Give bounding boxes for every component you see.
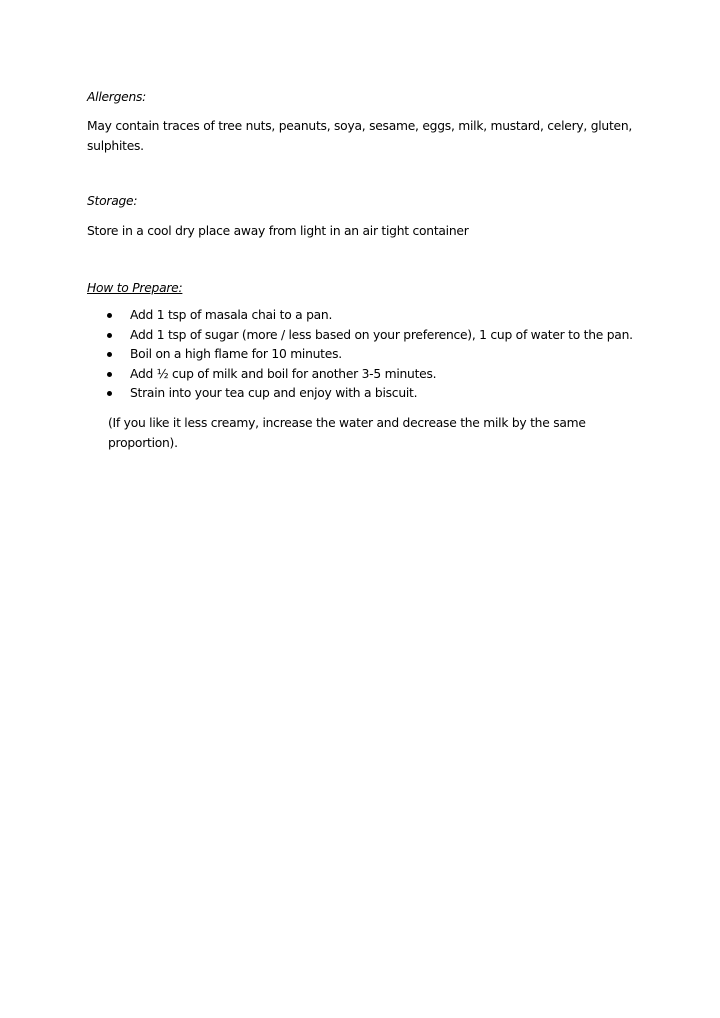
bullet-icon [107, 391, 112, 396]
preparation-note: (If you like it less creamy, increase the water and decrease the milk by the same proportion). [108, 416, 586, 450]
bullet-icon [107, 352, 112, 357]
bullet-icon [107, 372, 112, 377]
list-item [87, 326, 647, 346]
list-item [87, 345, 647, 365]
how-to-prepare-heading: How to Prepare: [87, 281, 183, 295]
storage-heading: Storage: [87, 194, 138, 208]
step-text: Add 1 tsp of sugar (more / less based on your preference), 1 cup of water to the pan. [130, 327, 633, 342]
preparation-steps-list [87, 306, 647, 404]
bullet-icon [107, 313, 112, 318]
step-text: Strain into your tea cup and enjoy with a biscuit. [130, 386, 418, 400]
allergens-text: May contain traces of tree nuts, peanuts, soya, sesame, eggs, milk, mustard, celery, gluten, sulphites. [87, 119, 633, 153]
step-text: Add 1 tsp of masala chai to a pan. [130, 308, 333, 322]
bullet-icon [107, 333, 112, 338]
list-item [87, 384, 647, 404]
list-item [87, 365, 647, 385]
step-text: Add ½ cup of milk and boil for another 3-5 minutes. [130, 366, 437, 381]
list-item [87, 306, 647, 326]
storage-text: Store in a cool dry place away from light in an air tight container [87, 224, 469, 238]
step-text: Boil on a high flame for 10 minutes. [130, 347, 342, 361]
allergens-heading: Allergens: [87, 90, 147, 104]
